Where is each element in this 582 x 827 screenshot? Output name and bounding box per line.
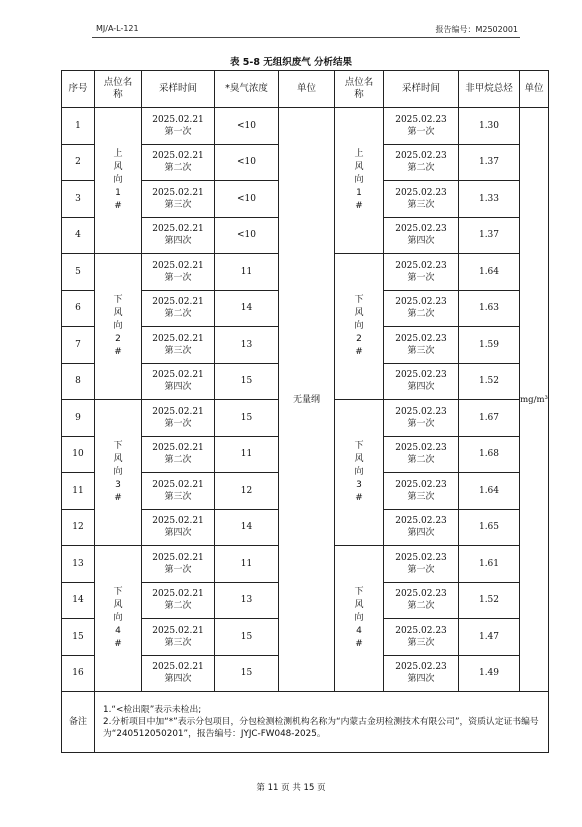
sample-round: 第三次 — [164, 637, 192, 648]
point-label-2: 下风向2# — [354, 295, 364, 357]
odor-value: <10 — [215, 217, 279, 254]
sample-round: 第三次 — [407, 345, 435, 356]
nmhc-value: 1.52 — [459, 582, 520, 619]
row-seq: 14 — [62, 582, 95, 619]
nmhc-value: 1.30 — [459, 108, 520, 145]
sample-round: 第二次 — [164, 163, 192, 174]
sample-date: 2025.02.23 — [395, 114, 447, 125]
sample-time — [142, 655, 215, 692]
nmhc-value: 1.64 — [459, 254, 520, 291]
sample-time-2 — [384, 582, 459, 619]
sample-date: 2025.02.23 — [395, 479, 447, 490]
sample-date: 2025.02.23 — [395, 589, 447, 600]
unit-left: 无量纲 — [279, 108, 335, 692]
sample-date: 2025.02.21 — [152, 224, 204, 235]
col-time2: 采样时间 — [384, 71, 459, 108]
table-title: 表 5-8 无组织废气 分析结果 — [229, 57, 353, 68]
sample-date: 2025.02.21 — [152, 443, 204, 454]
sample-round: 第一次 — [164, 272, 192, 283]
sample-time — [142, 509, 215, 546]
col-odor: *臭气浓度 — [215, 71, 279, 108]
odor-value: <10 — [215, 181, 279, 218]
col-seq: 序号 — [62, 71, 95, 108]
sample-round: 第二次 — [407, 163, 435, 174]
row-seq: 3 — [62, 181, 95, 218]
sample-round: 第三次 — [407, 637, 435, 648]
sample-date: 2025.02.23 — [395, 552, 447, 563]
point-name — [95, 108, 142, 254]
sample-round: 第三次 — [407, 491, 435, 502]
sample-round: 第三次 — [407, 199, 435, 210]
sample-date: 2025.02.23 — [395, 260, 447, 271]
sample-time-2 — [384, 509, 459, 546]
nmhc-value: 1.65 — [459, 509, 520, 546]
sample-date: 2025.02.23 — [395, 625, 447, 636]
row-seq: 2 — [62, 144, 95, 181]
point-name — [95, 400, 142, 546]
nmhc-value: 1.61 — [459, 546, 520, 583]
sample-round: 第四次 — [407, 674, 435, 685]
col-point: 点位名称 — [95, 71, 142, 108]
row-seq: 11 — [62, 473, 95, 510]
sample-time-2 — [384, 436, 459, 473]
sample-round: 第二次 — [407, 601, 435, 612]
sample-round: 第一次 — [407, 418, 435, 429]
point-name-2 — [335, 400, 384, 546]
row-seq: 1 — [62, 108, 95, 145]
sample-date: 2025.02.21 — [152, 479, 204, 490]
sample-date: 2025.02.21 — [152, 625, 204, 636]
sample-time — [142, 290, 215, 327]
odor-value: 13 — [215, 582, 279, 619]
nmhc-value: 1.47 — [459, 619, 520, 656]
odor-value: 11 — [215, 436, 279, 473]
nmhc-value: 1.37 — [459, 144, 520, 181]
sample-time-2 — [384, 254, 459, 291]
odor-value: 12 — [215, 473, 279, 510]
point-label-2: 下风向4# — [354, 587, 364, 649]
nmhc-value: 1.37 — [459, 217, 520, 254]
sample-time-2 — [384, 619, 459, 656]
row-seq: 12 — [62, 509, 95, 546]
sample-time-2 — [384, 327, 459, 364]
sample-date: 2025.02.23 — [395, 370, 447, 381]
sample-date: 2025.02.21 — [152, 516, 204, 527]
doc-code: MJ/A-L-121 — [96, 24, 139, 33]
nmhc-value: 1.52 — [459, 363, 520, 400]
nmhc-value: 1.33 — [459, 181, 520, 218]
sample-round: 第四次 — [164, 674, 192, 685]
nmhc-value: 1.67 — [459, 400, 520, 437]
row-seq: 15 — [62, 619, 95, 656]
sample-time-2 — [384, 181, 459, 218]
notes — [95, 692, 549, 753]
point-label: 上风向1# — [113, 149, 123, 211]
sample-round: 第二次 — [407, 309, 435, 320]
sample-time-2 — [384, 144, 459, 181]
col-unit2: 单位 — [520, 71, 549, 108]
point-name — [95, 546, 142, 692]
sample-date: 2025.02.23 — [395, 151, 447, 162]
point-label: 下风向4# — [113, 587, 123, 649]
nmhc-value: 1.49 — [459, 655, 520, 692]
notes-row — [62, 692, 549, 753]
sample-time — [142, 108, 215, 145]
sample-time — [142, 254, 215, 291]
sample-time-2 — [384, 473, 459, 510]
sample-round: 第四次 — [407, 236, 435, 247]
sample-time-2 — [384, 363, 459, 400]
sample-date: 2025.02.23 — [395, 406, 447, 417]
sample-round: 第二次 — [164, 309, 192, 320]
col-point2: 点位名称 — [335, 71, 384, 108]
col-time: 采样时间 — [142, 71, 215, 108]
row-seq: 16 — [62, 655, 95, 692]
sample-date: 2025.02.23 — [395, 224, 447, 235]
sample-time — [142, 436, 215, 473]
point-name-2 — [335, 546, 384, 692]
notes-label: 备注 — [62, 692, 95, 753]
sample-date: 2025.02.21 — [152, 552, 204, 563]
sample-date: 2025.02.23 — [395, 333, 447, 344]
point-label-2: 下风向3# — [354, 441, 364, 503]
odor-value: 15 — [215, 655, 279, 692]
sample-date: 2025.02.23 — [395, 187, 447, 198]
sample-round: 第一次 — [164, 126, 192, 137]
nmhc-value: 1.64 — [459, 473, 520, 510]
sample-time-2 — [384, 217, 459, 254]
results-table — [61, 70, 549, 753]
sample-time — [142, 217, 215, 254]
nmhc-value: 1.68 — [459, 436, 520, 473]
odor-value: 15 — [215, 363, 279, 400]
unit-right: mg/m³ — [520, 108, 549, 692]
row-seq: 8 — [62, 363, 95, 400]
odor-value: <10 — [215, 144, 279, 181]
sample-round: 第一次 — [407, 272, 435, 283]
row-seq: 7 — [62, 327, 95, 364]
sample-round: 第二次 — [164, 601, 192, 612]
sample-time-2 — [384, 546, 459, 583]
sample-date: 2025.02.21 — [152, 114, 204, 125]
odor-value: 11 — [215, 546, 279, 583]
sample-time — [142, 619, 215, 656]
sample-date: 2025.02.21 — [152, 260, 204, 271]
sample-time-2 — [384, 290, 459, 327]
sample-round: 第四次 — [164, 236, 192, 247]
sample-round: 第一次 — [164, 564, 192, 575]
odor-value: 15 — [215, 619, 279, 656]
sample-time — [142, 181, 215, 218]
sample-round: 第三次 — [164, 491, 192, 502]
sample-date: 2025.02.21 — [152, 589, 204, 600]
sample-date: 2025.02.21 — [152, 297, 204, 308]
sample-round: 第二次 — [164, 455, 192, 466]
point-name-2 — [335, 254, 384, 400]
sample-round: 第一次 — [407, 126, 435, 137]
nmhc-value: 1.63 — [459, 290, 520, 327]
sample-time — [142, 473, 215, 510]
sample-date: 2025.02.21 — [152, 187, 204, 198]
sample-date: 2025.02.21 — [152, 662, 204, 673]
report-number: 报告编号：M2502001 — [435, 25, 518, 34]
sample-date: 2025.02.23 — [395, 297, 447, 308]
sample-time — [142, 327, 215, 364]
sample-date: 2025.02.23 — [395, 443, 447, 454]
sample-round: 第三次 — [164, 199, 192, 210]
sample-date: 2025.02.21 — [152, 333, 204, 344]
note-line-1: 1.“<检出限”表示未检出; — [103, 705, 202, 715]
sample-date: 2025.02.21 — [152, 370, 204, 381]
sample-time — [142, 400, 215, 437]
point-label: 下风向3# — [113, 441, 123, 503]
odor-value: <10 — [215, 108, 279, 145]
col-nmhc: 非甲烷总烃 — [459, 71, 520, 108]
sample-time-2 — [384, 655, 459, 692]
table-row — [62, 108, 549, 145]
nmhc-value: 1.59 — [459, 327, 520, 364]
col-unit: 单位 — [279, 71, 335, 108]
sample-round: 第四次 — [164, 528, 192, 539]
header-row — [62, 71, 549, 108]
sample-time-2 — [384, 108, 459, 145]
row-seq: 13 — [62, 546, 95, 583]
sample-round: 第一次 — [164, 418, 192, 429]
sample-round: 第二次 — [407, 455, 435, 466]
header-rule — [92, 37, 520, 38]
row-seq: 5 — [62, 254, 95, 291]
sample-round: 第三次 — [164, 345, 192, 356]
sample-round: 第一次 — [407, 564, 435, 575]
note-line-2: 2.分析项目中加“*”表示分包项目，分包检测检测机构名称为“内蒙古金玥检测技术有限公司”，资质认定证书编号为“240512050201”，报告编号：JYJC-FW048-2025。 — [103, 717, 539, 739]
sample-time-2 — [384, 400, 459, 437]
sample-date: 2025.02.23 — [395, 516, 447, 527]
point-label: 下风向2# — [113, 295, 123, 357]
sample-date: 2025.02.23 — [395, 662, 447, 673]
sample-date: 2025.02.21 — [152, 406, 204, 417]
sample-time — [142, 363, 215, 400]
point-name — [95, 254, 142, 400]
sample-round: 第四次 — [164, 382, 192, 393]
sample-time — [142, 582, 215, 619]
sample-date: 2025.02.21 — [152, 151, 204, 162]
odor-value: 14 — [215, 509, 279, 546]
odor-value: 13 — [215, 327, 279, 364]
row-seq: 4 — [62, 217, 95, 254]
page-footer: 第 11 页 共 15 页 — [256, 783, 326, 793]
sample-time — [142, 144, 215, 181]
row-seq: 6 — [62, 290, 95, 327]
odor-value: 14 — [215, 290, 279, 327]
point-name-2 — [335, 108, 384, 254]
sample-round: 第四次 — [407, 382, 435, 393]
sample-time — [142, 546, 215, 583]
odor-value: 15 — [215, 400, 279, 437]
row-seq: 9 — [62, 400, 95, 437]
point-label-2: 上风向1# — [354, 149, 364, 211]
odor-value: 11 — [215, 254, 279, 291]
sample-round: 第四次 — [407, 528, 435, 539]
row-seq: 10 — [62, 436, 95, 473]
